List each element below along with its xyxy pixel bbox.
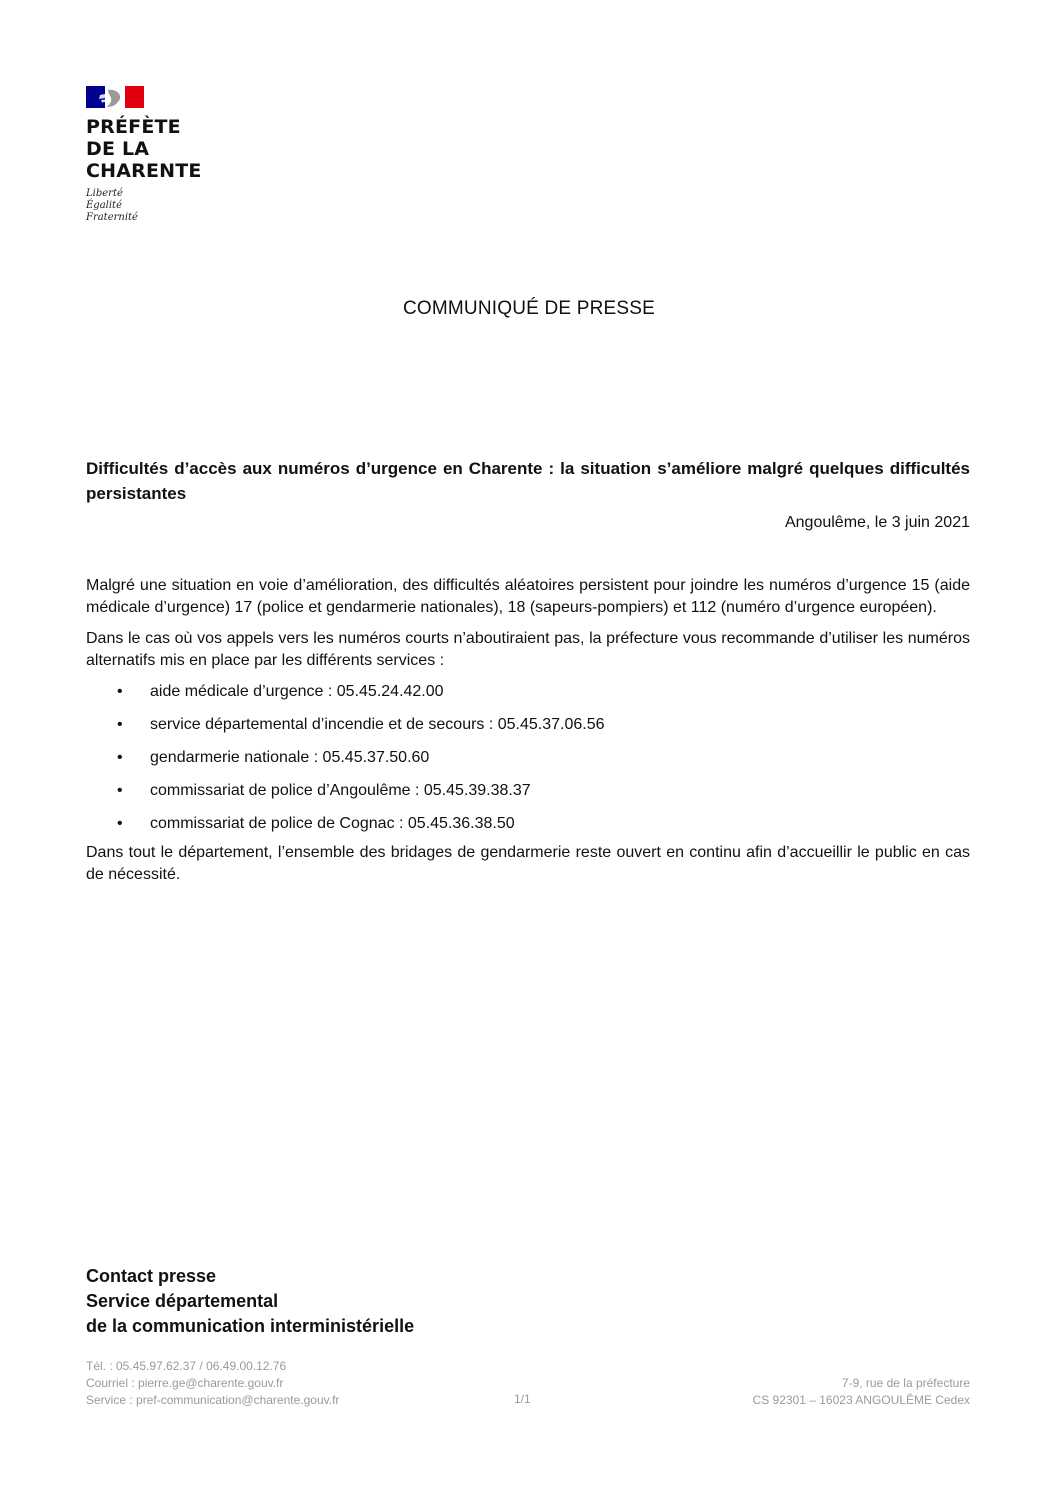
bullet-icon: • (117, 815, 123, 832)
bullet-icon: • (117, 683, 123, 700)
list-item-text: commissariat de police de Cognac : 05.45.36.38.50 (150, 815, 515, 832)
list-item-text: gendarmerie nationale : 05.45.37.50.60 (150, 749, 430, 766)
footer-phone: Tél. : 05.45.97.62.37 / 06.49.00.12.76 (86, 1359, 287, 1373)
prefecture-line: CHARENTE (86, 160, 202, 182)
list-item (86, 714, 970, 747)
contact-line: Contact presse (86, 1266, 217, 1286)
marianne-logo-icon (86, 86, 144, 108)
contact-line: Service départemental (86, 1291, 279, 1311)
press-release-body (86, 575, 970, 895)
motto-line: Égalité (86, 200, 122, 211)
press-contact (86, 1264, 414, 1339)
document-title: COMMUNIQUÉ DE PRESSE (402, 298, 656, 319)
contact-line: de la communication interministérielle (86, 1316, 415, 1336)
prefecture-line: DE LA (86, 138, 150, 160)
list-item (86, 681, 970, 714)
body-paragraph: Dans le cas où vos appels vers les numéros courts n’aboutiraient pas, la préfecture vous recommande d’utiliser les numéros alternatifs mis en place par les différents services : (86, 630, 970, 669)
footer-service-email: Service : pref-communication@charente.gouv.fr (86, 1393, 340, 1407)
bullet-icon: • (117, 782, 123, 799)
bullet-icon: • (117, 716, 123, 733)
list-item (86, 813, 970, 846)
list-item (86, 780, 970, 813)
footer-email: Courriel : pierre.ge@charente.gouv.fr (86, 1376, 284, 1390)
prefecture-name (86, 116, 266, 182)
address-line: 7-9, rue de la préfecture (841, 1376, 970, 1390)
body-paragraph: Malgré une situation en voie d’amélioration, des difficultés aléatoires persistent pour joindre les numéros d’urgence 15 (aide médicale d’urgence) 17 (police et gendarmerie nationales), 18 (sapeurs-pompiers) et 112 (numéro d’urgence européen). (86, 577, 970, 616)
emergency-numbers-list (86, 681, 970, 846)
republic-motto (86, 188, 266, 224)
page-number: 1/1 (514, 1392, 531, 1406)
body-paragraph: Dans tout le département, l’ensemble des bridages de gendarmerie reste ouvert en continu afin d’accueillir le public en cas de nécessité. (86, 844, 970, 883)
prefecture-header (86, 86, 266, 224)
address-line: CS 92301 – 16023 ANGOULÊME Cedex (752, 1393, 970, 1407)
list-item-text: service départemental d’incendie et de secours : 05.45.37.06.56 (150, 716, 605, 733)
footer-contact-details (86, 1358, 339, 1409)
list-item-text: aide médicale d’urgence : 05.45.24.42.00 (150, 683, 444, 700)
footer-address (753, 1375, 970, 1409)
prefecture-line: PRÉFÈTE (86, 116, 181, 138)
list-item-text: commissariat de police d’Angoulême : 05.45.39.38.37 (150, 782, 531, 799)
dateline: Angoulême, le 3 juin 2021 (784, 514, 970, 531)
list-item (86, 747, 970, 780)
motto-line: Fraternité (86, 212, 138, 223)
bullet-icon: • (117, 749, 123, 766)
press-release-headline: Difficultés d’accès aux numéros d’urgence en Charente : la situation s’améliore malgré quelques difficultés persistantes (86, 459, 970, 503)
motto-line: Liberté (86, 188, 123, 199)
